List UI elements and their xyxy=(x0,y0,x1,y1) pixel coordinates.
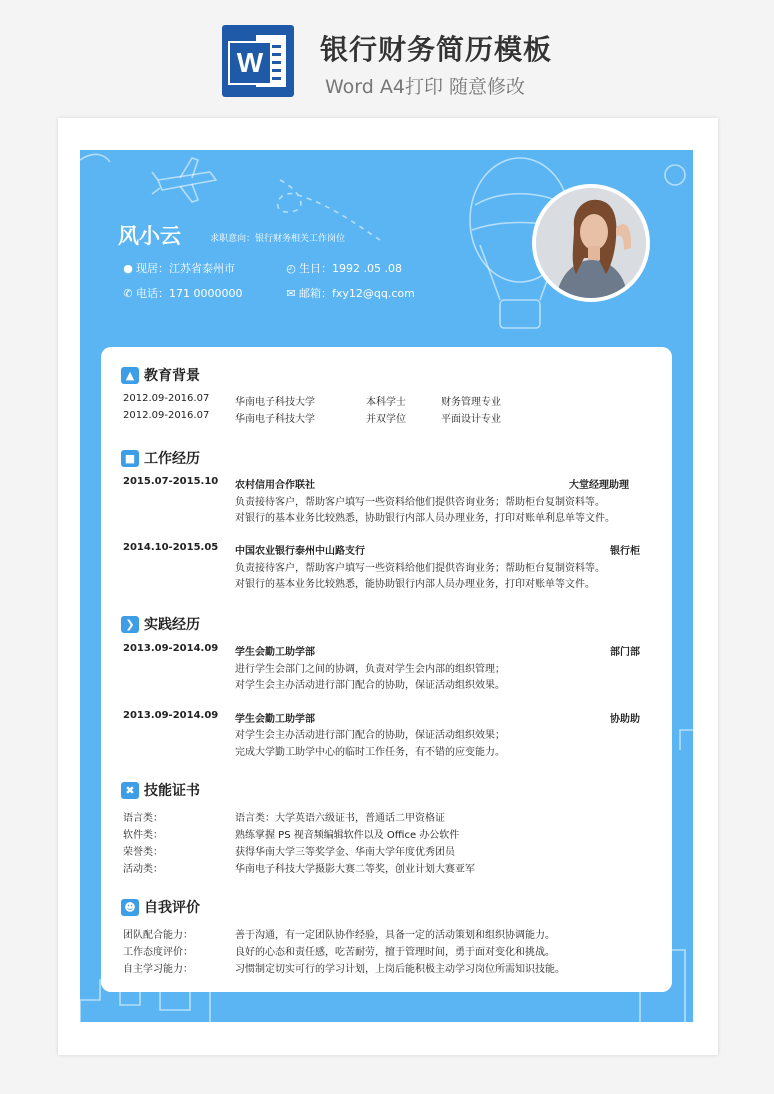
work-org: 中国农业银行泰州中山路支行 xyxy=(235,546,365,557)
edu-degree: 本科学士 xyxy=(366,397,406,408)
email-text: 邮箱：fxy12@qq.com xyxy=(299,287,415,300)
skill-value: 获得华南大学三等奖学金、华南大学年度优秀团员 xyxy=(235,847,455,858)
person-icon: ☻ xyxy=(121,899,139,916)
section-title: 自我评价 xyxy=(144,900,200,916)
edu-date: 2012.09-2016.07 xyxy=(123,393,210,404)
portrait-illustration xyxy=(536,188,646,298)
practice-org: 学生会勤工助学部 xyxy=(235,714,315,725)
skill-label: 荣誉类： xyxy=(123,847,163,858)
skill-value: 熟练掌握 PS 视音频编辑软件以及 Office 办公软件 xyxy=(235,830,460,841)
location-info xyxy=(122,260,235,276)
job-intent: 求职意向：银行财务相关工作岗位 xyxy=(210,234,346,244)
skill-value: 语言类：大学英语六级证书，普通话二甲资格证 xyxy=(235,813,445,824)
phone-icon: ✆ xyxy=(123,287,133,300)
edu-degree: 并双学位 xyxy=(366,414,406,425)
edu-date: 2012.09-2016.07 xyxy=(123,410,210,421)
envelope-icon: ✉ xyxy=(286,287,296,300)
edu-major: 平面设计专业 xyxy=(441,414,501,425)
eval-value: 善于沟通，有一定团队协作经验，具备一定的活动策划和组织协调能力。 xyxy=(235,930,555,941)
edu-school: 华南电子科技大学 xyxy=(235,414,315,425)
skill-label: 语言类： xyxy=(123,813,163,824)
section-title: 教育背景 xyxy=(144,368,200,384)
practice-line: 对学生会主办活动进行部门配合的协助，保证活动组织效果。 xyxy=(235,680,505,691)
phone-text: 电话：171 0000000 xyxy=(136,287,243,300)
section-title: 实践经历 xyxy=(144,617,200,633)
tools-icon: ✖ xyxy=(121,782,139,799)
work-date: 2015.07-2015.10 xyxy=(123,476,219,487)
resume-content-card xyxy=(101,347,672,992)
work-line: 对银行的基本业务比较熟悉，能协助银行内部人员办理业务，打印对账单等文件。 xyxy=(235,579,595,590)
location-pin-icon: ● xyxy=(123,262,133,275)
practice-line: 进行学生会部门之间的协调，负责对学生会内部的组织管理； xyxy=(235,664,505,675)
edu-major: 财务管理专业 xyxy=(441,397,501,408)
work-line: 负责接待客户，帮助客户填写一些资料给他们提供咨询业务；帮助柜台复制资料等。 xyxy=(235,497,605,508)
email-info xyxy=(285,285,415,301)
work-date: 2014.10-2015.05 xyxy=(123,542,219,553)
work-role: 大堂经理助理 xyxy=(569,480,629,491)
graduation-cap-icon: ▲ xyxy=(121,367,139,384)
work-line: 对银行的基本业务比较熟悉，协助银行内部人员办理业务，打印对账单利息单等文件。 xyxy=(235,513,615,524)
practice-date: 2013.09-2014.09 xyxy=(123,710,219,721)
template-title: 银行财务简历模板 xyxy=(320,33,553,66)
work-role: 银行柜 xyxy=(610,546,640,557)
clock-icon: ◴ xyxy=(286,262,296,275)
section-title: 技能证书 xyxy=(144,783,200,799)
practice-line: 对学生会主办活动进行部门配合的协助，保证活动组织效果； xyxy=(235,730,505,741)
word-letter: W xyxy=(228,41,272,85)
skill-value: 华南电子科技大学摄影大赛二等奖，创业计划大赛亚军 xyxy=(235,864,475,875)
birthday-text: 生日：1992 .05 .08 xyxy=(299,262,402,275)
education-row xyxy=(123,393,209,404)
practice-org: 学生会勤工助学部 xyxy=(235,647,315,658)
eval-value: 良好的心态和责任感，吃苦耐劳，擅于管理时间，勇于面对变化和挑战。 xyxy=(235,947,555,958)
location-text: 现居：江苏省泰州市 xyxy=(136,262,235,275)
briefcase-icon: ■ xyxy=(121,450,139,467)
eval-label: 团队配合能力： xyxy=(123,930,193,941)
practice-role: 部门部 xyxy=(610,647,640,658)
page-header xyxy=(0,0,774,112)
word-logo-icon xyxy=(222,25,294,97)
skill-label: 软件类： xyxy=(123,830,163,841)
practice-role: 协助助 xyxy=(610,714,640,725)
edu-school: 华南电子科技大学 xyxy=(235,397,315,408)
section-title: 工作经历 xyxy=(144,451,200,467)
phone-info xyxy=(122,285,242,301)
profile-photo xyxy=(532,184,650,302)
practice-date: 2013.09-2014.09 xyxy=(123,643,219,654)
candidate-name: 风小云 xyxy=(118,224,181,248)
eval-label: 自主学习能力： xyxy=(123,964,193,975)
skill-label: 活动类： xyxy=(123,864,163,875)
eval-label: 工作态度评价： xyxy=(123,947,193,958)
work-line: 负责接待客户，帮助客户填写一些资料给他们提供咨询业务；帮助柜台复制资料等。 xyxy=(235,563,605,574)
practice-line: 完成大学勤工助学中心的临时工作任务，有不错的应变能力。 xyxy=(235,747,505,758)
birthday-info xyxy=(285,260,402,276)
chevron-right-icon: ❯ xyxy=(121,616,139,633)
eval-value: 习惯制定切实可行的学习计划，上岗后能积极主动学习岗位所需知识技能。 xyxy=(235,964,565,975)
work-org: 农村信用合作联社 xyxy=(235,480,315,491)
template-subtitle: Word A4打印 随意修改 xyxy=(325,76,526,98)
